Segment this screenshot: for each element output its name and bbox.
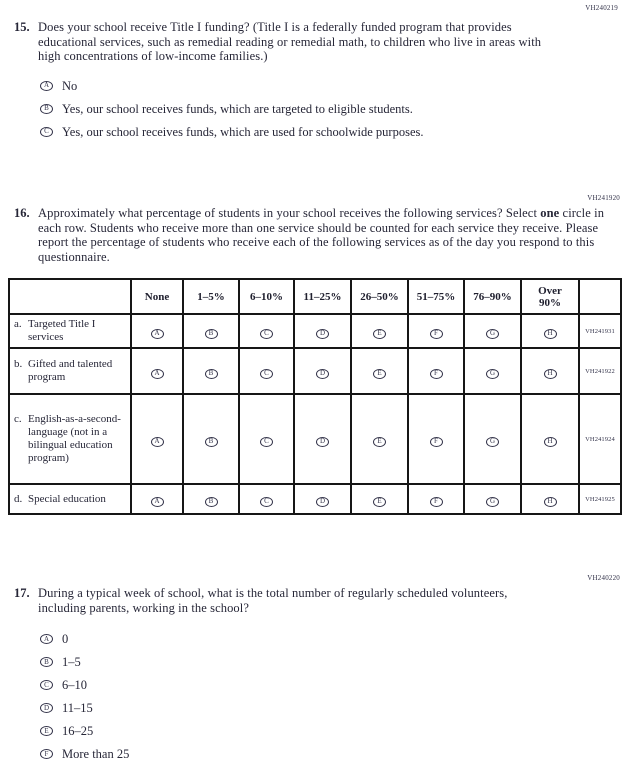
bubble-b[interactable]: B xyxy=(205,369,218,379)
bubble-cell[interactable] xyxy=(351,314,408,348)
bubble-h[interactable]: H xyxy=(544,497,557,507)
table-row-b xyxy=(9,348,621,394)
bubble-h[interactable]: H xyxy=(544,369,557,379)
bubble-cell[interactable] xyxy=(408,484,464,514)
bubble-cell[interactable] xyxy=(239,394,294,484)
bubble-e[interactable]: E xyxy=(373,369,386,379)
bubble-f[interactable]: F xyxy=(430,369,443,379)
bubble-d[interactable]: D xyxy=(316,369,329,379)
option-label: 1–5 xyxy=(62,655,81,669)
q16-text-bold: one xyxy=(540,206,560,220)
option-label: Yes, our school receives funds, which are used for schoolwide purposes. xyxy=(62,124,424,139)
bubble-b[interactable]: B xyxy=(205,437,218,447)
option-circle-a[interactable]: A xyxy=(40,634,53,644)
q16-text-pre: Approximately what percentage of students in your school receives the following services? Select xyxy=(38,206,541,220)
option-label: 16–25 xyxy=(62,724,94,738)
bubble-d[interactable]: D xyxy=(316,437,329,447)
option-circle-d[interactable]: D xyxy=(40,703,53,713)
bubble-cell[interactable] xyxy=(131,484,183,514)
option-label: 11–15 xyxy=(62,701,93,715)
row-prefix: b. xyxy=(14,358,23,370)
question-16-text xyxy=(38,206,620,264)
bubble-cell[interactable] xyxy=(351,484,408,514)
question-15-options xyxy=(40,79,572,139)
bubble-b[interactable]: B xyxy=(205,497,218,507)
bubble-cell[interactable] xyxy=(351,348,408,394)
question-16-number: 16. xyxy=(14,206,30,220)
bubble-b[interactable]: B xyxy=(205,329,218,339)
row-d-label-cell xyxy=(9,484,131,514)
bubble-c[interactable]: C xyxy=(260,497,273,507)
bubble-c[interactable]: C xyxy=(260,329,273,339)
row-prefix: a. xyxy=(14,318,22,330)
question-16 xyxy=(14,194,620,264)
table-row-c xyxy=(9,394,621,484)
bubble-cell[interactable] xyxy=(351,394,408,484)
row-a-code: VH241931 xyxy=(579,314,621,348)
bubble-e[interactable]: E xyxy=(373,437,386,447)
bubble-cell[interactable] xyxy=(239,348,294,394)
option-circle-b[interactable]: B xyxy=(40,657,53,667)
header-6-10: 6–10% xyxy=(239,279,294,314)
header-blank xyxy=(9,279,131,314)
bubble-g[interactable]: G xyxy=(486,329,499,339)
header-26-50: 26–50% xyxy=(351,279,408,314)
table-row-d xyxy=(9,484,621,514)
bubble-cell[interactable] xyxy=(408,394,464,484)
bubble-g[interactable]: G xyxy=(486,437,499,447)
header-11-25: 11–25% xyxy=(294,279,351,314)
q17-option-d[interactable] xyxy=(40,701,620,715)
q17-option-c[interactable] xyxy=(40,678,620,692)
bubble-cell[interactable] xyxy=(464,394,521,484)
bubble-cell[interactable] xyxy=(294,314,351,348)
bubble-cell[interactable] xyxy=(464,484,521,514)
bubble-cell[interactable] xyxy=(408,314,464,348)
item-code-q15: VH240219 xyxy=(585,4,618,12)
bubble-f[interactable]: F xyxy=(430,437,443,447)
bubble-cell[interactable] xyxy=(408,348,464,394)
bubble-c[interactable]: C xyxy=(260,369,273,379)
table-row-a xyxy=(9,314,621,348)
row-a-label-cell xyxy=(9,314,131,348)
header-over-90 xyxy=(521,279,579,314)
option-circle-f[interactable]: F xyxy=(40,749,53,759)
bubble-h[interactable]: H xyxy=(544,437,557,447)
item-code-q16: VH241920 xyxy=(587,194,620,202)
q17-option-b[interactable] xyxy=(40,655,620,669)
bubble-a[interactable]: A xyxy=(151,497,164,507)
row-label: Gifted and talented program xyxy=(28,358,113,383)
option-circle-b[interactable]: B xyxy=(40,104,53,114)
item-code-q17: VH240220 xyxy=(587,574,620,582)
option-label: Yes, our school receives funds, which are targeted to eligible students. xyxy=(62,101,413,116)
option-circle-c[interactable]: C xyxy=(40,680,53,690)
bubble-cell[interactable] xyxy=(239,314,294,348)
bubble-d[interactable]: D xyxy=(316,497,329,507)
q17-option-e[interactable] xyxy=(40,724,620,738)
q15-option-c[interactable] xyxy=(40,125,572,139)
bubble-cell[interactable] xyxy=(294,394,351,484)
bubble-g[interactable]: G xyxy=(486,369,499,379)
header-51-75: 51–75% xyxy=(408,279,464,314)
question-15-number: 15. xyxy=(14,20,30,34)
header-76-90: 76–90% xyxy=(464,279,521,314)
row-label: Targeted Title I services xyxy=(28,318,96,343)
bubble-cell[interactable] xyxy=(521,394,579,484)
question-17-number: 17. xyxy=(14,586,30,600)
bubble-g[interactable]: G xyxy=(486,497,499,507)
bubble-a[interactable]: A xyxy=(151,437,164,447)
bubble-cell[interactable] xyxy=(521,314,579,348)
option-label: No xyxy=(62,78,78,93)
bubble-cell[interactable] xyxy=(521,484,579,514)
option-label: More than 25 xyxy=(62,747,130,761)
bubble-f[interactable]: F xyxy=(430,497,443,507)
bubble-cell[interactable] xyxy=(294,484,351,514)
bubble-d[interactable]: D xyxy=(316,329,329,339)
table-header-row xyxy=(9,279,621,314)
bubble-cell[interactable] xyxy=(239,484,294,514)
q15-option-b[interactable] xyxy=(40,102,572,116)
bubble-a[interactable]: A xyxy=(151,329,164,339)
bubble-cell[interactable] xyxy=(183,314,239,348)
bubble-cell[interactable] xyxy=(131,348,183,394)
bubble-cell[interactable] xyxy=(294,348,351,394)
question-17-text: During a typical week of school, what is the total number of regularly scheduled volunteers, including parents, working in the school? xyxy=(38,586,508,615)
bubble-cell[interactable] xyxy=(464,348,521,394)
bubble-cell[interactable] xyxy=(131,394,183,484)
bubble-cell[interactable] xyxy=(464,314,521,348)
header-over-90-label: Over 90% xyxy=(538,284,562,309)
bubble-cell[interactable] xyxy=(521,348,579,394)
bubble-a[interactable]: A xyxy=(151,369,164,379)
q16-text-post: circle in each row. Students who receive more than one service should be counted for each service they receive. Please report the percentage of students who receive each of the following services as of the day you respond to this questionnaire. xyxy=(38,206,605,264)
bubble-cell[interactable] xyxy=(183,484,239,514)
row-b-code: VH241922 xyxy=(579,348,621,394)
header-1-5: 1–5% xyxy=(183,279,239,314)
question-17 xyxy=(14,574,620,768)
row-prefix: c. xyxy=(14,413,22,425)
question-15 xyxy=(14,20,572,148)
q17-option-a[interactable] xyxy=(40,632,620,646)
bubble-e[interactable]: E xyxy=(373,329,386,339)
q16-table xyxy=(8,278,622,515)
question-15-text: Does your school receive Title I funding? (Title I is a federally funded program that provides educational services, such as remedial reading or remedial math, to children who live in areas with high concentrations of low-income families.) xyxy=(38,20,542,63)
question-17-options xyxy=(40,632,620,761)
option-circle-c[interactable]: C xyxy=(40,127,53,137)
bubble-h[interactable]: H xyxy=(544,329,557,339)
row-d-code: VH241925 xyxy=(579,484,621,514)
row-label: English-as-a-second-language (not in a bilingual education program) xyxy=(28,413,121,464)
bubble-f[interactable]: F xyxy=(430,329,443,339)
bubble-cell[interactable] xyxy=(131,314,183,348)
option-circle-e[interactable]: E xyxy=(40,726,53,736)
bubble-cell[interactable] xyxy=(183,394,239,484)
header-none: None xyxy=(131,279,183,314)
row-prefix: d. xyxy=(14,492,23,505)
bubble-cell[interactable] xyxy=(183,348,239,394)
q17-option-f[interactable] xyxy=(40,747,620,761)
option-label: 6–10 xyxy=(62,678,87,692)
header-code-blank xyxy=(579,279,621,314)
bubble-e[interactable]: E xyxy=(373,497,386,507)
row-b-label-cell xyxy=(9,348,131,394)
q15-option-a[interactable] xyxy=(40,79,572,93)
option-label: 0 xyxy=(62,632,69,646)
row-c-code: VH241924 xyxy=(579,394,621,484)
row-c-label-cell xyxy=(9,394,131,484)
option-circle-a[interactable]: A xyxy=(40,81,53,91)
row-label: Special education xyxy=(28,492,106,505)
bubble-c[interactable]: C xyxy=(260,437,273,447)
